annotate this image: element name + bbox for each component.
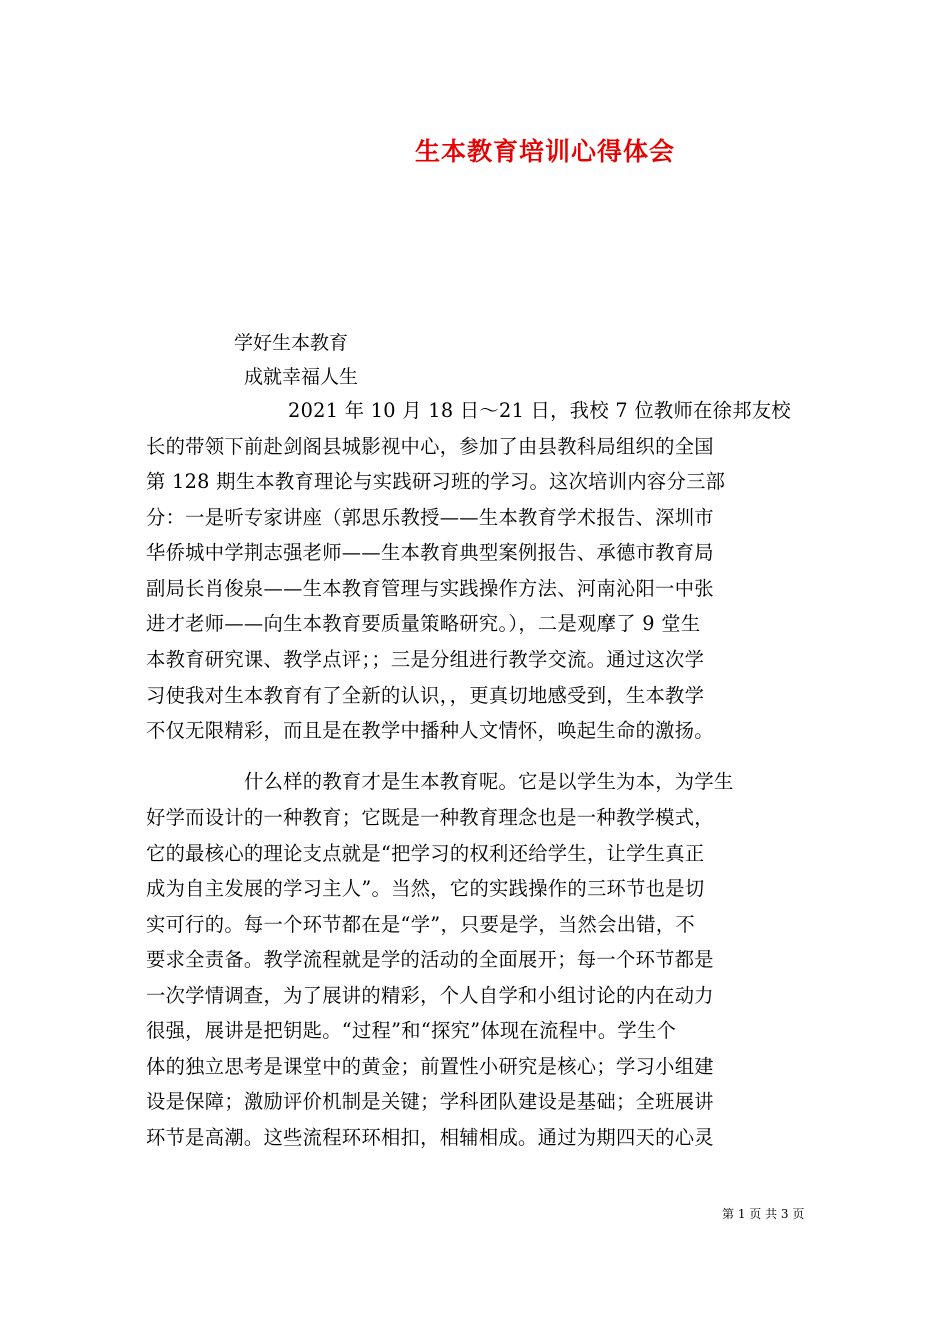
document-title: 生本教育培训心得体会: [414, 137, 675, 166]
paragraph-2-line: 体的独立思考是课堂中的黄金；前置性小研究是核心；学习小组建: [146, 1055, 714, 1078]
paragraph-1-line: 不仅无限精彩，而且是在教学中播种人文情怀，唤起生命的激扬。: [146, 719, 714, 742]
paragraph-1-line: 华侨城中学荆志强老师——生本教育典型案例报告、承德市教育局: [146, 541, 714, 564]
paragraph-2-line: 要求全责备。教学流程就是学的活动的全面展开；每一个环节都是: [146, 948, 714, 971]
paragraph-1-line: 副局长肖俊泉——生本教育管理与实践操作方法、河南沁阳一中张: [146, 577, 714, 600]
paragraph-1-line: 分：一是听专家讲座（郭思乐教授——生本教育学术报告、深圳市: [146, 506, 714, 529]
subtitle-1: 学好生本教育: [234, 332, 349, 354]
paragraph-2-line: 一次学情调查，为了展讲的精彩，个人自学和小组讨论的内在动力: [146, 984, 714, 1007]
paragraph-2-line: 环节是高潮。这些流程环环相扣，相辅相成。通过为期四天的心灵: [146, 1126, 714, 1149]
paragraph-2-line: 成为自主发展的学习主人”。当然，它的实践操作的三环节也是切: [146, 877, 705, 900]
paragraph-1-line: 本教育研究课、教学点评；；三是分组进行教学交流。通过这次学: [146, 648, 705, 671]
subtitle-2: 成就幸福人生: [244, 366, 359, 388]
paragraph-1-line: 2021 年 10 月 18 日～21 日，我校 7 位教师在徐邦友校: [288, 399, 791, 422]
paragraph-1-line: 进才老师——向生本教育要质量策略研究。），二是观摩了 9 堂生: [146, 612, 701, 635]
paragraph-1-line: 习使我对生本教育有了全新的认识，，更真切地感受到，生本教学: [146, 684, 705, 707]
paragraph-2-line: 实可行的。每一个环节都在是“学”，只要是学，当然会出错，不: [146, 913, 696, 936]
paragraph-2-line: 很强，展讲是把钥匙。“过程”和“探究”体现在流程中。学生个: [146, 1019, 677, 1042]
paragraph-1-line: 第 128 期生本教育理论与实践研习班的学习。这次培训内容分三部: [146, 470, 726, 493]
page-number: 第 1 页 共 3 页: [722, 1207, 805, 1221]
paragraph-2-line: 设是保障；激励评价机制是关键；学科团队建设是基础；全班展讲: [146, 1090, 714, 1113]
paragraph-2-line: 好学而设计的一种教育；它既是一种教育理念也是一种教学模式，: [146, 806, 714, 829]
paragraph-2-line: 它的最核心的理论支点就是“把学习的权利还给学生，让学生真正: [146, 842, 705, 865]
paragraph-2-line: 什么样的教育才是生本教育呢。它是以学生为本，为学生: [244, 770, 734, 793]
paragraph-1-line: 长的带领下前赴剑阁县城影视中心，参加了由县教科局组织的全国: [146, 435, 714, 458]
